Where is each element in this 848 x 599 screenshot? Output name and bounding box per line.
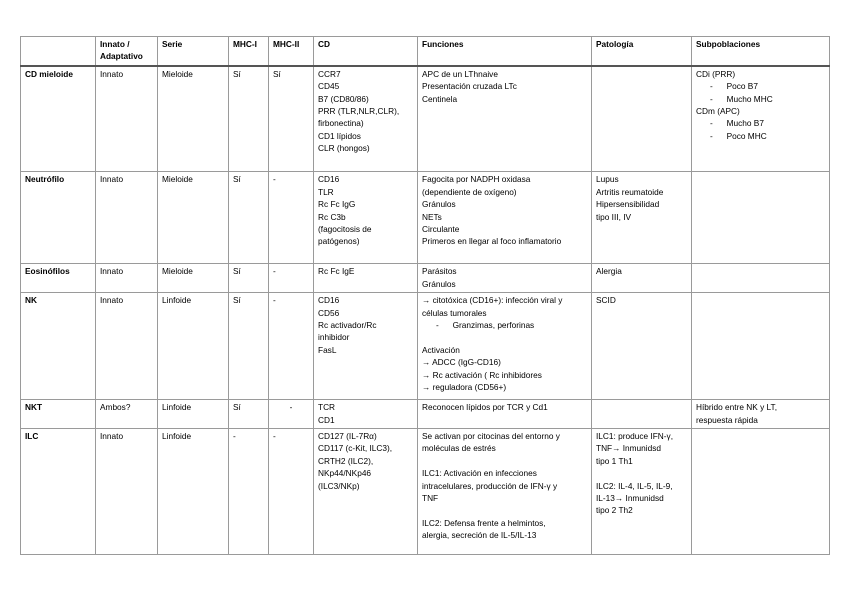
cell-line: → citotóxica (CD16+): infección viral y bbox=[422, 295, 563, 306]
cell-line: Reconocen lípidos por TCR y Cd1 bbox=[422, 402, 548, 413]
header-cell: CD bbox=[314, 37, 418, 66]
cell-line: patógenos) bbox=[318, 236, 360, 247]
cell-line: Gránulos bbox=[422, 278, 456, 289]
bullet-line: - Poco B7 bbox=[710, 81, 758, 92]
cell-line: Gránulos bbox=[422, 199, 456, 210]
cell-cd bbox=[314, 264, 418, 293]
cell-line: IL-13→ Inmunidsd bbox=[596, 492, 664, 503]
cell-cd bbox=[314, 400, 418, 429]
cell-serie: Linfoide bbox=[158, 428, 229, 554]
bullet-line: - Mucho B7 bbox=[710, 118, 764, 129]
cell-funciones bbox=[418, 400, 592, 429]
cell-line: células tumorales bbox=[422, 307, 487, 318]
cell-line: CD45 bbox=[318, 81, 340, 92]
cell-subpoblaciones bbox=[692, 400, 830, 429]
cell-line: TLR bbox=[318, 186, 334, 197]
cell-line: Fagocita por NADPH oxidasa bbox=[422, 174, 531, 185]
cell-funciones bbox=[418, 293, 592, 400]
cell-line: TCR bbox=[318, 402, 336, 413]
header-cell: Innato / Adaptativo bbox=[96, 37, 158, 66]
cell-mhc1: Sí bbox=[229, 264, 269, 293]
cell-mhc1: Sí bbox=[229, 293, 269, 400]
cell-innato: Innato bbox=[96, 428, 158, 554]
cell-mhc1: - bbox=[229, 428, 269, 554]
cell-line: SCID bbox=[596, 295, 616, 306]
cell-line: → Rc activación ( Rc inhibidores bbox=[422, 369, 542, 380]
cell-line: Híbrido entre NK y LT, bbox=[696, 402, 778, 413]
header-cell: MHC-I bbox=[229, 37, 269, 66]
cell-tipo: CD mieloide bbox=[21, 66, 96, 172]
cell-patologia bbox=[592, 400, 692, 429]
table-row bbox=[21, 400, 830, 429]
cell-line: APC de un LThnaive bbox=[422, 68, 498, 79]
cell-line: NKp44/NKp46 bbox=[318, 468, 372, 479]
cell-serie: Linfoide bbox=[158, 400, 229, 429]
cell-line: ILC2: IL-4, IL-5, IL-9, bbox=[596, 480, 673, 491]
cell-tipo: ILC bbox=[21, 428, 96, 554]
cell-mhc1: Sí bbox=[229, 400, 269, 429]
cell-line: (ILC3/NKp) bbox=[318, 480, 360, 491]
cell-line: TNF bbox=[422, 492, 439, 503]
header-cell: MHC-II bbox=[269, 37, 314, 66]
cell-line: ILC1: Activación en infecciones bbox=[422, 468, 537, 479]
cell-cd bbox=[314, 428, 418, 554]
cell-subpoblaciones bbox=[692, 264, 830, 293]
cell-line: intracelulares, producción de IFN-γ y bbox=[422, 480, 558, 491]
cell-subpoblaciones bbox=[692, 293, 830, 400]
cell-innato: Innato bbox=[96, 293, 158, 400]
cell-line: PRR (TLR,NLR,CLR), bbox=[318, 106, 400, 117]
table-row bbox=[21, 172, 830, 264]
cell-line: Presentación cruzada LTc bbox=[422, 81, 517, 92]
cell-subpoblaciones bbox=[692, 428, 830, 554]
cell-line: Circulante bbox=[422, 223, 460, 234]
cell-tipo: NK bbox=[21, 293, 96, 400]
cell-mhc2: - bbox=[269, 264, 314, 293]
table-row bbox=[21, 66, 830, 172]
cell-line: Rc activador/Rc bbox=[318, 319, 377, 330]
cell-line: CD56 bbox=[318, 307, 340, 318]
cell-line: (dependiente de oxígeno) bbox=[422, 186, 517, 197]
cell-line: CD1 bbox=[318, 414, 335, 425]
cell-line: CD127 (IL-7Rα) bbox=[318, 430, 377, 441]
bullet-line: - Granzimas, perforinas bbox=[436, 319, 535, 330]
cell-line: CLR (hongos) bbox=[318, 143, 370, 154]
cell-cd bbox=[314, 172, 418, 264]
table-row bbox=[21, 293, 830, 400]
cell-line: TNF→ Inmunidsd bbox=[596, 443, 662, 454]
cell-serie: Linfoide bbox=[158, 293, 229, 400]
cell-line: → ADCC (IgG-CD16) bbox=[422, 357, 501, 368]
cell-subpoblaciones bbox=[692, 66, 830, 172]
bullet-line: - Mucho MHC bbox=[710, 93, 773, 104]
cell-line: ILC2: Defensa frente a helmintos, bbox=[422, 517, 546, 528]
cell-line: Se activan por citocinas del entorno y bbox=[422, 430, 560, 441]
cell-line: CCR7 bbox=[318, 68, 341, 79]
cell-cd bbox=[314, 293, 418, 400]
header-cell: Serie bbox=[158, 37, 229, 66]
cell-line: B7 (CD80/86) bbox=[318, 93, 369, 104]
cell-line: CD16 bbox=[318, 174, 340, 185]
cell-patologia bbox=[592, 293, 692, 400]
cell-line: Rc Fc IgG bbox=[318, 199, 356, 210]
cell-line: NETs bbox=[422, 211, 442, 222]
cell-line: Centinela bbox=[422, 93, 458, 104]
cell-line: Activación bbox=[422, 344, 460, 355]
cell-innato: Ambos? bbox=[96, 400, 158, 429]
cell-serie: Mieloide bbox=[158, 172, 229, 264]
cell-line: ILC1: produce IFN-γ, bbox=[596, 430, 674, 441]
cell-line: tipo 1 Th1 bbox=[596, 455, 633, 466]
cell-mhc1: Sí bbox=[229, 66, 269, 172]
cell-cd bbox=[314, 66, 418, 172]
cell-line: CD16 bbox=[318, 295, 340, 306]
cell-tipo: NKT bbox=[21, 400, 96, 429]
header-cell bbox=[21, 37, 96, 66]
cell-mhc1: Sí bbox=[229, 172, 269, 264]
cell-funciones bbox=[418, 66, 592, 172]
header-cell: Subpoblaciones bbox=[692, 37, 830, 66]
cell-line: CDm (APC) bbox=[696, 106, 740, 117]
cell-line: Hipersensibilidad bbox=[596, 199, 660, 210]
cell-serie: Mieloide bbox=[158, 264, 229, 293]
cell-line: Primeros en llegar al foco inflamatorio bbox=[422, 236, 562, 247]
cell-line: Artritis reumatoide bbox=[596, 186, 664, 197]
cell-patologia bbox=[592, 172, 692, 264]
cell-line: tipo III, IV bbox=[596, 211, 632, 222]
cell-line: (fagocitosis de bbox=[318, 223, 372, 234]
cell-patologia bbox=[592, 428, 692, 554]
cell-mhc2: - bbox=[269, 400, 314, 429]
cell-line: CDi (PRR) bbox=[696, 68, 736, 79]
cell-line: CRTH2 (ILC2), bbox=[318, 455, 374, 466]
table-row bbox=[21, 264, 830, 293]
cell-innato: Innato bbox=[96, 264, 158, 293]
header-row bbox=[21, 37, 830, 66]
cell-line: firbonectina) bbox=[318, 118, 364, 129]
cell-innato: Innato bbox=[96, 66, 158, 172]
cell-funciones bbox=[418, 172, 592, 264]
cell-line: CD1 lípidos bbox=[318, 130, 361, 141]
cell-patologia bbox=[592, 264, 692, 293]
cell-serie: Mieloide bbox=[158, 66, 229, 172]
cell-line: Rc C3b bbox=[318, 211, 346, 222]
table-row bbox=[21, 428, 830, 554]
bullet-line: - Poco MHC bbox=[710, 130, 767, 141]
header-cell: Patología bbox=[592, 37, 692, 66]
cell-line: tipo 2 Th2 bbox=[596, 505, 633, 516]
cell-line: → reguladora (CD56+) bbox=[422, 381, 507, 392]
cell-tipo: Eosinófilos bbox=[21, 264, 96, 293]
cell-line: CD117 (c-Kit, ILC3), bbox=[318, 443, 393, 454]
cell-line: inhibidor bbox=[318, 332, 350, 343]
cell-innato: Innato bbox=[96, 172, 158, 264]
cell-line: moléculas de estrés bbox=[422, 443, 496, 454]
cell-line: Parásitos bbox=[422, 266, 457, 277]
cell-line: FasL bbox=[318, 344, 337, 355]
cell-funciones bbox=[418, 428, 592, 554]
cell-line: Alergia bbox=[596, 266, 622, 277]
cell-subpoblaciones bbox=[692, 172, 830, 264]
cell-mhc2: Sí bbox=[269, 66, 314, 172]
cell-line: alergia, secreción de IL-5/IL-13 bbox=[422, 530, 537, 541]
cell-mhc2: - bbox=[269, 293, 314, 400]
cell-mhc2: - bbox=[269, 428, 314, 554]
cell-tipo: Neutrófilo bbox=[21, 172, 96, 264]
cell-patologia bbox=[592, 66, 692, 172]
cell-line: Lupus bbox=[596, 174, 619, 185]
cell-funciones bbox=[418, 264, 592, 293]
cell-line: Rc Fc IgE bbox=[318, 266, 355, 277]
cell-line: respuesta rápida bbox=[696, 414, 758, 425]
cell-mhc2: - bbox=[269, 172, 314, 264]
header-cell: Funciones bbox=[418, 37, 592, 66]
immune-cells-table bbox=[20, 36, 830, 555]
